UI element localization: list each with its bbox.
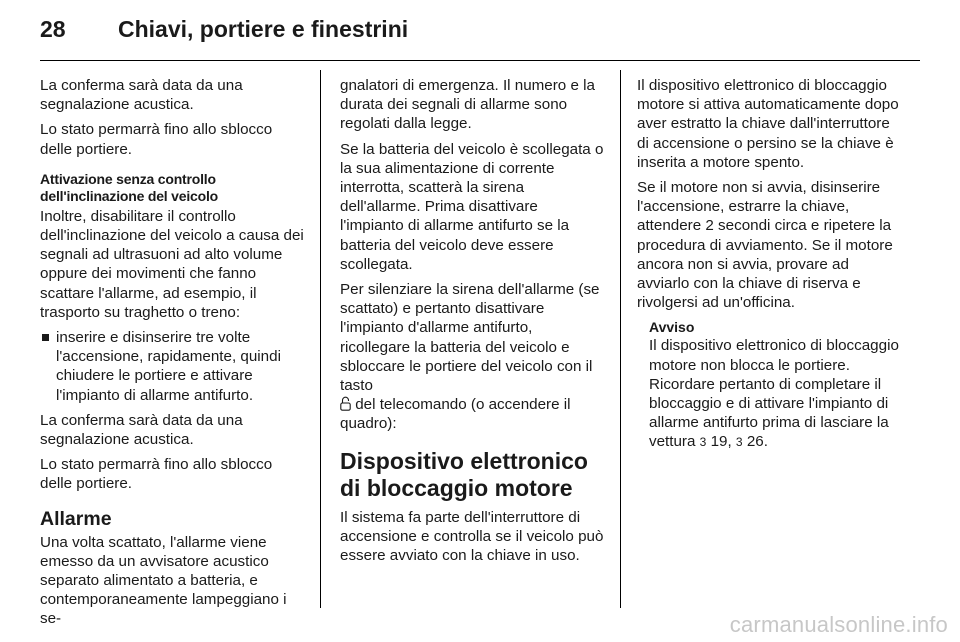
paragraph: Una volta scattato, l'allarme viene emesso da un avvisatore acustico separato alimentato a batteria, e contemporaneamente lampeggiano i se- bbox=[40, 533, 287, 628]
page-ref-arrow-icon: 3 bbox=[735, 435, 743, 450]
paragraph: Se la batteria del veicolo è scollegata o la sua alimentazione di corrente interrotta, scatterà la sirena dell'allarme. Prima disattivare l'impianto di allarme antifurto se la batteria del veicolo deve essere scollegata. bbox=[340, 140, 604, 273]
chapter-title: Chiavi, portiere e finestrini bbox=[118, 16, 409, 42]
column-left bbox=[40, 76, 308, 635]
section-heading-allarme: Allarme bbox=[40, 507, 112, 530]
column-divider bbox=[620, 70, 621, 608]
unlock-button-icon bbox=[340, 396, 351, 411]
paragraph: Il sistema fa parte dell'interruttore di accensione e controlla se il veicolo può essere avviato con la chiave in uso. bbox=[340, 508, 604, 565]
paragraph: La conferma sarà data da una segnalazione acustica. bbox=[40, 77, 243, 114]
paragraph: Lo stato permarrà fino allo sblocco delle portiere. bbox=[40, 456, 273, 493]
paragraph-text: del telecomando (o accendere il quadro): bbox=[340, 396, 571, 433]
list-item bbox=[40, 328, 308, 405]
page-ref-arrow-icon: 3 bbox=[699, 435, 707, 450]
square-bullet-icon bbox=[42, 334, 49, 341]
watermark: carmanualsonline.info bbox=[729, 612, 948, 637]
note-text bbox=[649, 336, 905, 452]
paragraph: gnalatori di emergenza. Il numero e la durata dei segnali di allarme sono regolati dalla legge. bbox=[340, 77, 595, 133]
paragraph bbox=[340, 280, 604, 434]
subheading: Attivazione senza controllo dell'inclinazione del veicolo bbox=[40, 170, 219, 204]
paragraph: Lo stato permarrà fino allo sblocco delle portiere. bbox=[40, 121, 273, 158]
list-item-text: inserire e disinserire tre volte l'accensione, rapidamente, quindi chiudere le portiere e attivare l'impianto di allarme antifurto. bbox=[56, 329, 281, 404]
note-body: Il dispositivo elettronico di bloccaggio motore non blocca le portiere. Ricordare pertanto di completare il bloccaggio e di attivare l'impianto di allarme antifurto prima di lasciare la vettura bbox=[649, 337, 899, 451]
page-number: 28 bbox=[40, 16, 66, 42]
paragraph-text: Per silenziare la sirena dell'allarme (se scattato) e pertanto disattivare l'impianto d'allarme antifurto, ricollegare la batteria del veicolo e sbloccare le portiere del veicolo con il tasto bbox=[340, 281, 600, 395]
column-middle bbox=[340, 76, 604, 571]
header-rule bbox=[40, 60, 920, 61]
paragraph: La conferma sarà data da una segnalazione acustica. bbox=[40, 411, 243, 449]
page-ref-link[interactable]: 19, bbox=[706, 433, 736, 451]
column-right bbox=[637, 76, 905, 453]
section-heading-immobilizer: Dispositivo elettronico di bloccaggio motore bbox=[340, 447, 588, 501]
note-title: Avviso bbox=[649, 319, 695, 336]
note-box bbox=[649, 318, 905, 452]
column-divider bbox=[320, 70, 321, 608]
page-ref-link[interactable]: 26. bbox=[742, 433, 768, 451]
bullet-list bbox=[40, 328, 308, 405]
paragraph: Se il motore non si avvia, disinserire l'accensione, estrarre la chiave, attendere 2 secondi circa e ripetere la procedura di avviamento. Se il motore ancora non si avvia, provare ad avviarlo con la chiave di riserva e rivolgersi ad un'officina. bbox=[637, 179, 893, 312]
page-header bbox=[40, 16, 920, 52]
paragraph: Il dispositivo elettronico di bloccaggio motore si attiva automaticamente dopo aver estratto la chiave dall'interruttore di accensione o persino se la chiave è inserita a motore spento. bbox=[637, 77, 899, 171]
paragraph: Inoltre, disabilitare il controllo dell'inclinazione del veicolo a causa dei segnali ad ultrasuoni ad alto volume oppure dei movimenti che fanno scattare l'allarme, ad esempio, il trasporto su traghetto o treno: bbox=[40, 207, 304, 321]
